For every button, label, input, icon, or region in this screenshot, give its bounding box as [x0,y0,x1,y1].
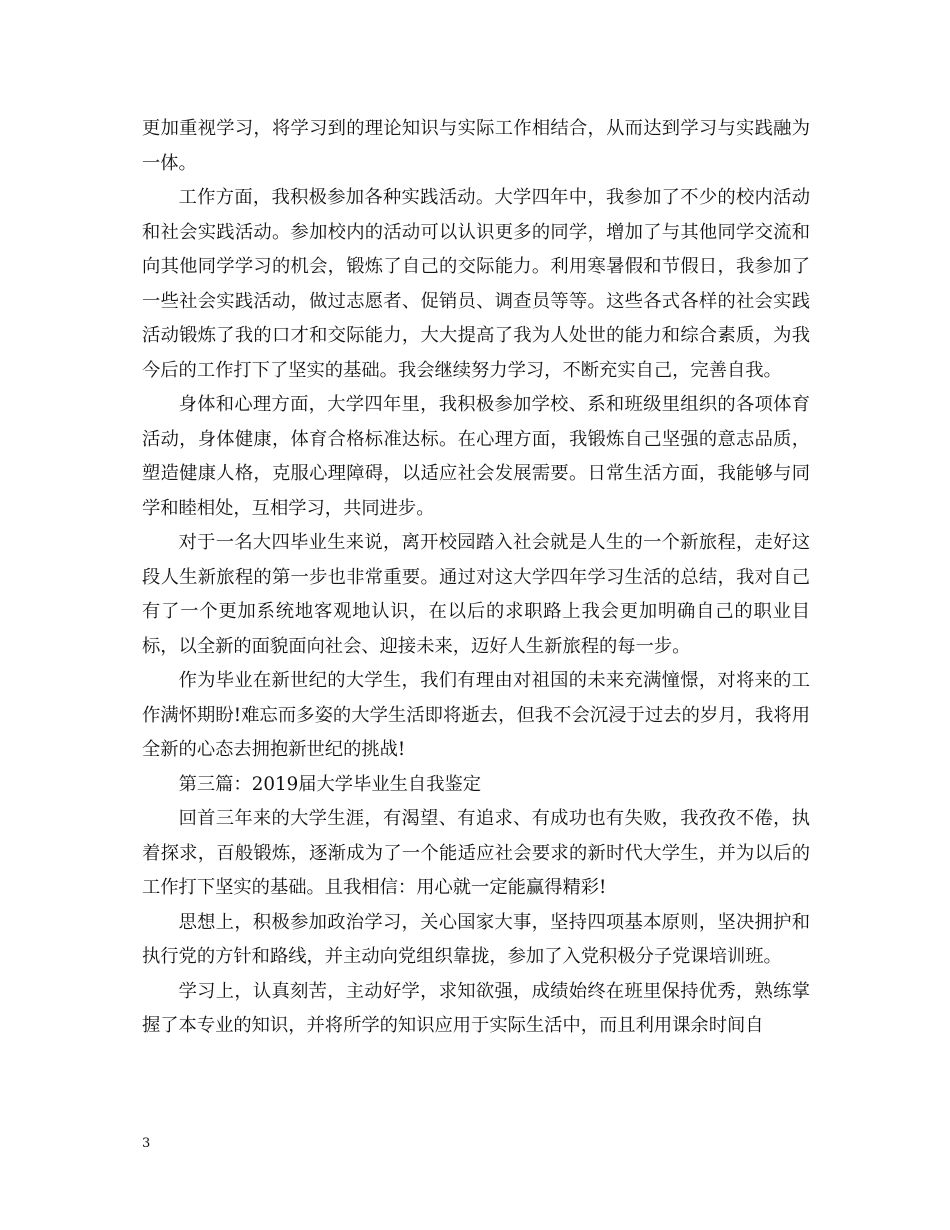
section-heading: 第三篇：2019届大学毕业生自我鉴定 [178,773,482,795]
page-number: 3 [142,1136,151,1151]
paragraph-continuation: 更加重视学习，将学习到的理论知识与实际工作相结合，从而达到学习与实践融为一体。 [142,118,810,174]
paragraph-graduate-journey: 对于一名大四毕业生来说，离开校园踏入社会就是人生的一个新旅程，走好这段人生新旅程的第一步也非常重要。通过对这大学四年学习生活的总结，我对自己有了一个更加系统地客观地认识，在以后的求职路上我会更加明确自己的职业目标，以全新的面貌面向社会、迎接未来，迈好人生新旅程的每一步。 [142,532,810,657]
paragraph-review: 回首三年来的大学生涯，有渴望、有追求、有成功也有失败，我孜孜不倦，执着探求，百般锻炼，逐渐成为了一个能适应社会要求的新时代大学生，并为以后的工作打下坚实的基础。且我相信：用心就一定能赢得精彩! [142,808,810,898]
paragraph-health: 身体和心理方面，大学四年里，我积极参加学校、系和班级里组织的各项体育活动，身体健康，体育合格标准达标。在心理方面，我锻炼自己坚强的意志品质，塑造健康人格，克服心理障碍，以适应社会发展需要。日常生活方面，我能够与同学和睦相处，互相学习，共同进步。 [142,394,810,519]
paragraph-new-century: 作为毕业在新世纪的大学生，我们有理由对祖国的未来充满憧憬，对将来的工作满怀期盼!难忘而多姿的大学生活即将逝去，但我不会沉浸于过去的岁月，我将用全新的心态去拥抱新世纪的挑战! [142,670,810,760]
paragraph-study: 学习上，认真刻苦，主动好学，求知欲强，成绩始终在班里保持优秀，熟练掌握了本专业的知识，并将所学的知识应用于实际生活中，而且利用课余时间自 [142,980,810,1036]
document-body [142,112,810,1044]
paragraph-work: 工作方面，我积极参加各种实践活动。大学四年中，我参加了不少的校内活动和社会实践活动。参加校内的活动可以认识更多的同学，增加了与其他同学交流和向其他同学学习的机会，锻炼了自己的交际能力。利用寒暑假和节假日，我参加了一些社会实践活动，做过志愿者、促销员、调查员等等。这些各式各样的社会实践活动锻炼了我的口才和交际能力，大大提高了我为人处世的能力和综合素质，为我今后的工作打下了坚实的基础。我会继续努力学习，不断充实自己，完善自我。 [142,187,810,381]
paragraph-ideology: 思想上，积极参加政治学习，关心国家大事，坚持四项基本原则，坚决拥护和执行党的方针和路线，并主动向党组织靠拢，参加了入党积极分子党课培训班。 [142,911,810,967]
